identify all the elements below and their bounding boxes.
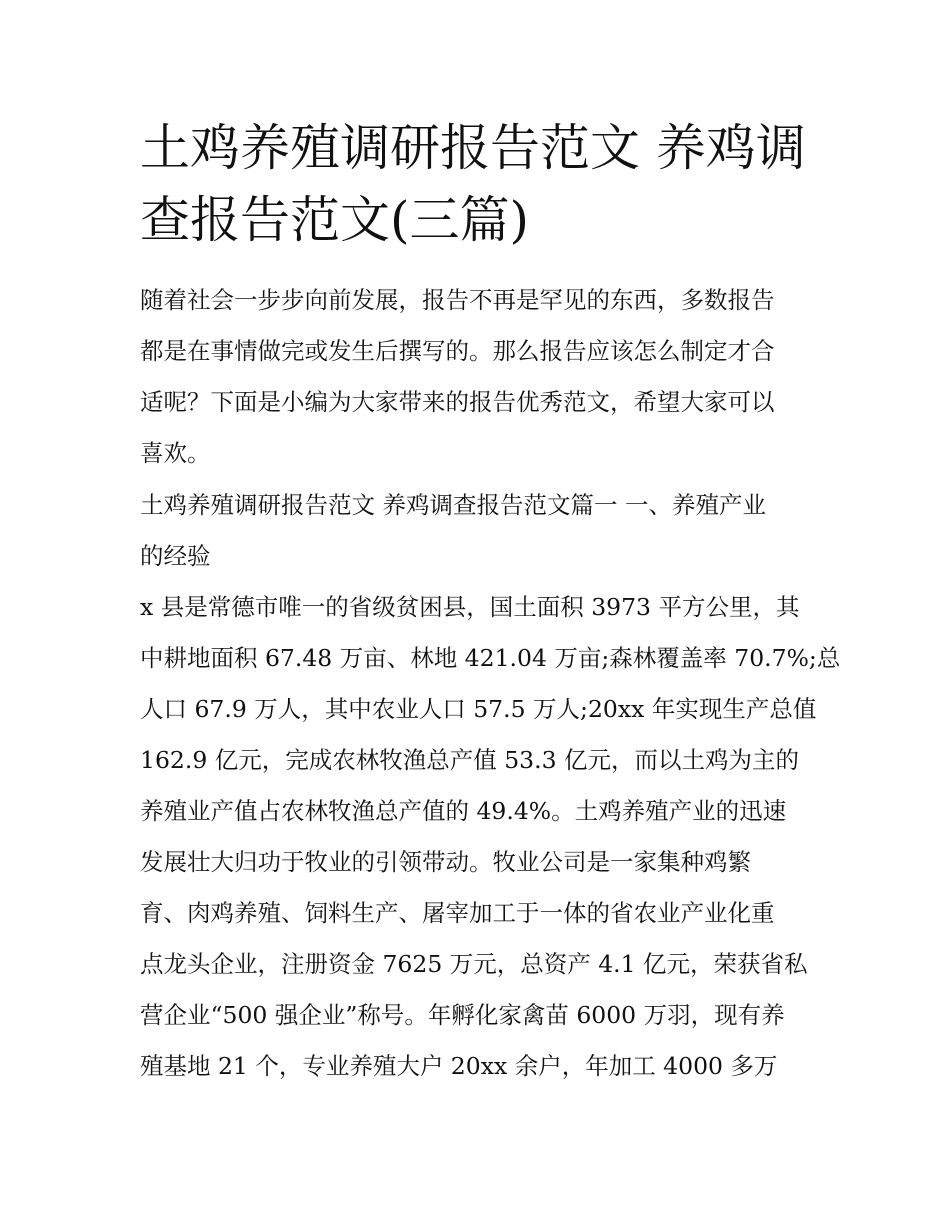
intro-paragraph	[140, 275, 820, 479]
text-line: 营企业“500 强企业”称号。年孵化家禽苗 6000 万羽，现有养	[140, 1001, 785, 1029]
section-body-paragraph	[140, 582, 841, 1092]
text-line: 适呢？下面是小编为大家带来的报告优秀范文，希望大家可以	[140, 388, 775, 416]
text-line: 点龙头企业，注册资金 7625 万元，总资产 4.1 亿元，荣获省私	[140, 950, 808, 978]
text-line: 都是在事情做完或发生后撰写的。那么报告应该怎么制定才合	[140, 337, 775, 365]
title-line: 查报告范文(三篇)	[140, 191, 530, 249]
text-line: 中耕地面积 67.48 万亩、林地 421.04 万亩;森林覆盖率 70.7%;总	[140, 644, 841, 672]
text-line: 育、肉鸡养殖、饲料生产、屠宰加工于一体的省农业产业化重	[140, 899, 775, 927]
text-line: 162.9 亿元，完成农林牧渔总产值 53.3 亿元，而以土鸡为主的	[140, 746, 800, 774]
text-line: 喜欢。	[140, 439, 211, 467]
text-line: 发展壮大归功于牧业的引领带动。牧业公司是一家集种鸡繁	[140, 848, 751, 876]
text-line: 人口 67.9 万人，其中农业人口 57.5 万人;20xx 年实现生产总值	[140, 695, 817, 723]
text-line: 殖基地 21 个，专业养殖大户 20xx 余户，年加工 4000 多万	[140, 1052, 778, 1080]
text-line: 土鸡养殖调研报告范文 养鸡调查报告范文篇一 一、养殖产业	[140, 491, 766, 519]
text-line: 随着社会一步步向前发展，报告不再是罕见的东西，多数报告	[140, 286, 775, 314]
text-line: x 县是常德市唯一的省级贫困县，国土面积 3973 平方公里，其	[140, 593, 800, 621]
section-heading	[140, 480, 820, 582]
document-title	[140, 112, 820, 256]
text-line: 的经验	[140, 542, 211, 570]
text-line: 养殖业产值占农林牧渔总产值的 49.4%。土鸡养殖产业的迅速	[140, 797, 787, 825]
title-line: 土鸡养殖调研报告范文 养鸡调	[140, 119, 806, 177]
